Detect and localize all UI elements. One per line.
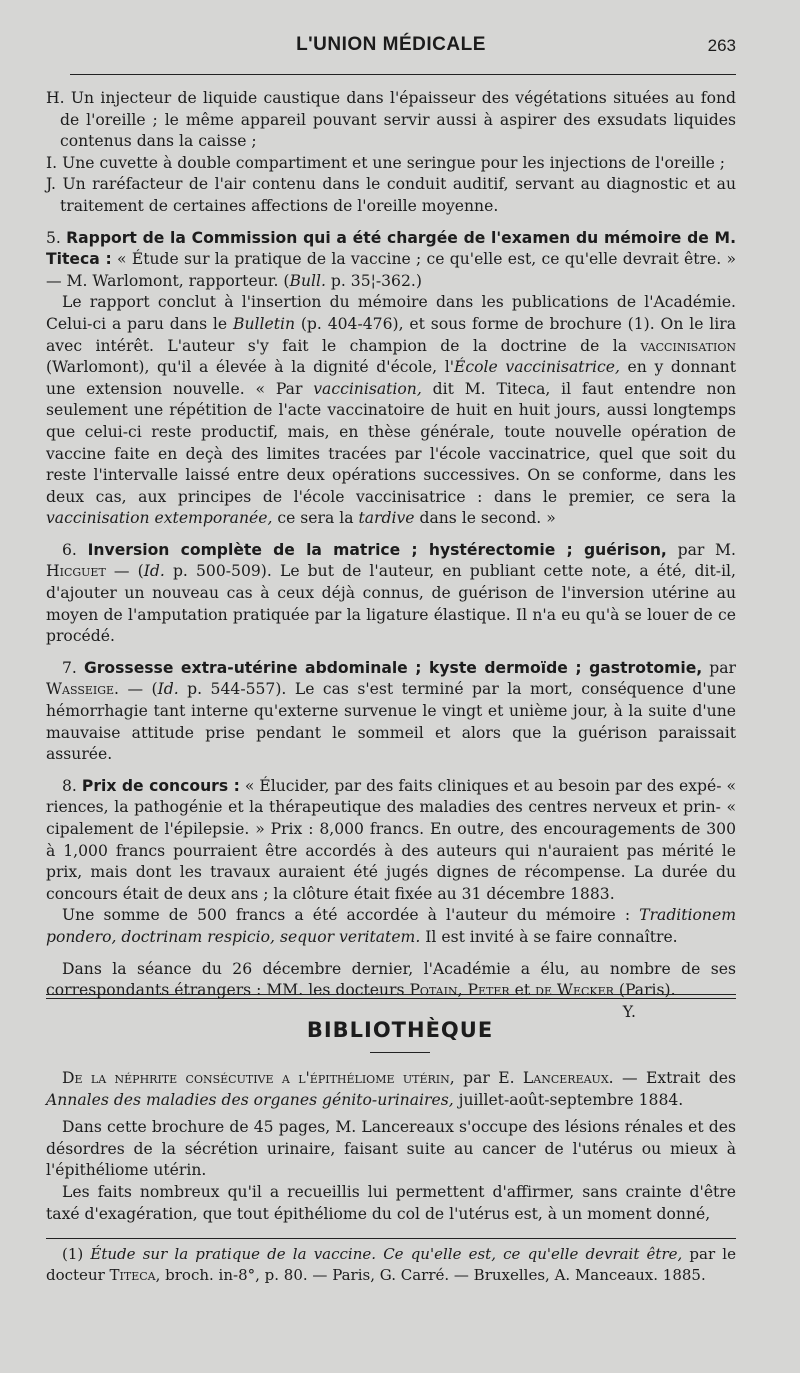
text-run: . — Extrait des bbox=[608, 1069, 736, 1087]
text-run-italic: vaccinisation, bbox=[313, 379, 422, 398]
text-run: par bbox=[702, 658, 736, 677]
running-title: L'UNION MÉDICALE bbox=[296, 34, 486, 55]
section-5-body bbox=[46, 292, 736, 530]
footnote-1 bbox=[46, 1244, 736, 1285]
section-5-heading: Rapport de la Commission qui a été chargée de l'examen du mémoire de M. Titeca : bbox=[46, 228, 736, 269]
name-peter: Peter bbox=[467, 981, 510, 1000]
text-run: . — ( bbox=[114, 680, 158, 699]
text-run: ce sera la bbox=[272, 509, 359, 528]
text-run: par E. bbox=[454, 1069, 523, 1087]
bibliotheque-para-1: Dans cette brochure de 45 pages, M. Lancereaux s'occupe des lésions rénales et des désordres de la sécrétion urinaire, faisant suite au cancer de l'utérus ou mieux à l'épithéliome utérin. bbox=[46, 1118, 736, 1180]
section-6-author: Hicguet bbox=[46, 562, 106, 581]
entry-author: Lancereaux bbox=[522, 1069, 609, 1087]
section-7-text: p. 544-557). Le cas s'est terminé par la mort, conséquence d'une hémorrhagie tant interne qu'externe survenue le vingt et unième jour, à la suite d'une mauvaise attitude prise pendant le sommeil et alors que la guérison paraissait assurée. bbox=[46, 680, 736, 764]
text-run: (Paris). bbox=[613, 981, 676, 1000]
text-run: juillet-août-septembre 1884. bbox=[453, 1090, 684, 1109]
section-5 bbox=[46, 228, 736, 293]
footnote bbox=[46, 1244, 736, 1285]
main-text bbox=[46, 88, 736, 1023]
section-6-text: p. 500-509). Le but de l'auteur, en publiant cette note, a été, dit-il, d'ajouter un nouveau cas à ceux déjà connus, de guérison de l'inversion utérine au moyen de l'amputation pratiquée par la ligature élastique. Il n'a eu qu'à se louer de ce procédé. bbox=[46, 562, 736, 646]
text-run-italic: Traditionem pondero, doctrinam respicio, sequor veritatem. bbox=[46, 906, 736, 946]
text-run: , bbox=[457, 981, 468, 1000]
section-divider bbox=[46, 994, 736, 999]
bibliotheque-entry bbox=[46, 1068, 736, 1111]
section-5-quote: « Étude sur la pratique de la vaccine ; ce qu'elle est, ce qu'elle devrait être. » — M. Warlomont, rapporteur. bbox=[46, 250, 736, 290]
text-run: dans le second. » bbox=[414, 509, 556, 528]
text-run: Dans la séance du 26 décembre dernier, l'Académie a élu, au nombre de ses correspondants étrangers : MM. les docteurs bbox=[46, 959, 736, 1000]
page-header bbox=[46, 34, 736, 64]
section-5-ref-bull: Bull. bbox=[289, 271, 326, 290]
section-8-award bbox=[46, 905, 736, 948]
text-run: par M. bbox=[666, 540, 736, 559]
section-6-heading: Inversion complète de la matrice ; hystérectomie ; guérison, bbox=[87, 540, 667, 559]
item-i: I. Une cuvette à double compartiment et une seringue pour les injections de l'oreille ; bbox=[46, 153, 726, 172]
section-title-bibliotheque: BIBLIOTHÈQUE bbox=[306, 1018, 494, 1042]
item-j: J. Un raréfacteur de l'air contenu dans le conduit auditif, servant au diagnostic et au traitement de certaines affections de l'oreille moyenne. bbox=[46, 175, 736, 215]
section-6 bbox=[46, 540, 736, 648]
text-run: Le rapport conclut à l'insertion du mémoire dans les publications de l'Académie. Celui-ci a paru dans le bbox=[46, 293, 736, 333]
bibliotheque-para-2: Les faits nombreux qu'il a recueillis lui permettent d'affirmer, sans crainte d'être taxé d'exagération, que tout épithéliome du col de l'utérus est, à un moment donné, bbox=[46, 1182, 736, 1223]
entry-journal: Annales des maladies des organes génito-urinaires, bbox=[46, 1090, 454, 1109]
section-8 bbox=[46, 776, 736, 906]
text-run: dit M. Titeca, il faut entendre non seulement une répétition de l'acte vaccinatoire de huit en huit jours, aussi longtemps que celui-ci reste productif, mais, en thèse générale, toute nouvelle opération de vaccine faite en deçà des limites tracées par l'école vaccinatrice, quel que soit du reste l'intervalle laissé entre deux opérations successives. On se conforme, dans les deux cas, aux principes de l'école vaccinisatrice : dans le premier, ce sera la bbox=[46, 379, 736, 506]
footnote-mark: (1) bbox=[62, 1245, 91, 1263]
section-6-number: 6. bbox=[62, 540, 77, 559]
text-run-smallcaps: vaccinisation bbox=[640, 336, 736, 355]
footnote-title: Étude sur la pratique de la vaccine. Ce qu'elle est, ce qu'elle devrait être, bbox=[90, 1245, 683, 1263]
section-7-number: 7. bbox=[62, 658, 77, 677]
text-run: et bbox=[509, 981, 536, 1000]
item-h: H. Un injecteur de liquide caustique dans l'épaisseur des végétations situées au fond de l'oreille ; le même appareil pouvant servir aussi à aspirer des exsudats liquides contenus dans la caisse ; bbox=[46, 89, 736, 151]
text-run: — ( bbox=[105, 562, 144, 581]
name-de-wecker: de Wecker bbox=[535, 981, 614, 1000]
text-run: (p. 404-476), et sous forme de brochure (1). On le lira avec intérêt. L'auteur s'y fait le champion de la doctrine de la bbox=[46, 314, 736, 355]
section-8-heading: Prix de concours : bbox=[81, 776, 240, 795]
page-number: 263 bbox=[707, 36, 736, 55]
bibliotheque-text bbox=[46, 1068, 736, 1225]
text-run-italic: vaccinisation extemporanée, bbox=[46, 509, 273, 528]
footnote-rule bbox=[46, 1238, 736, 1239]
text-run: Une somme de 500 francs a été accordée à l'auteur du mémoire : bbox=[62, 906, 640, 925]
entry-title: De la néphrite consécutive a l'épithéliome utérin, bbox=[62, 1069, 455, 1087]
text-run-italic: École vaccinisatrice, bbox=[454, 358, 620, 377]
section-7-author: Wasseige bbox=[46, 680, 115, 699]
text-run-italic: tardive bbox=[358, 509, 415, 528]
text-run: par le docteur bbox=[46, 1245, 736, 1284]
name-potain: Potain bbox=[409, 981, 458, 1000]
text-run: en y donnant une extension nouvelle. « Par bbox=[46, 358, 736, 398]
text-run: (Warlomont), qu'il a élevée à la dignité d'école, l' bbox=[46, 358, 455, 377]
text-run-italic: Id. bbox=[157, 680, 179, 699]
section-5-ref-open: ( bbox=[283, 271, 290, 290]
header-rule bbox=[70, 74, 736, 75]
title-underline bbox=[370, 1052, 430, 1053]
text-run-italic: Bulletin bbox=[232, 314, 295, 333]
section-7-heading: Grossesse extra-utérine abdominale ; kyste dermoïde ; gastrotomie, bbox=[83, 658, 703, 677]
text-run: , broch. in-8°, p. 80. — Paris, G. Carré. — Bruxelles, A. Manceaux. 1885. bbox=[155, 1265, 706, 1284]
section-8-number: 8. bbox=[62, 776, 77, 795]
section-5-number: 5. bbox=[46, 228, 61, 247]
section-5-ref-pages: p. 35¦-362.) bbox=[325, 271, 422, 290]
text-run-italic: Id. bbox=[143, 562, 165, 581]
footnote-author: Titeca bbox=[109, 1265, 156, 1284]
signature: Y. bbox=[622, 1002, 636, 1021]
section-7 bbox=[46, 658, 736, 766]
text-run: Il est invité à se faire connaître. bbox=[420, 927, 678, 946]
section-8-text: « Élucider, par des faits cliniques et au besoin par des expé- « riences, la pathogénie et la thérapeutique des maladies des centres nerveux et prin- « cipalement de l'épilepsie. » Prix : 8,000 francs. En outre, des encouragements de 300 à 1,000 francs pourraient être accordés à des auteurs qui n'auraient pas mérité le prix, mais dont les travaux auraient été jugés dignes de récompense. La durée du concours était de deux ans ; la clôture était fixée au 31 décembre 1883. bbox=[46, 776, 736, 903]
